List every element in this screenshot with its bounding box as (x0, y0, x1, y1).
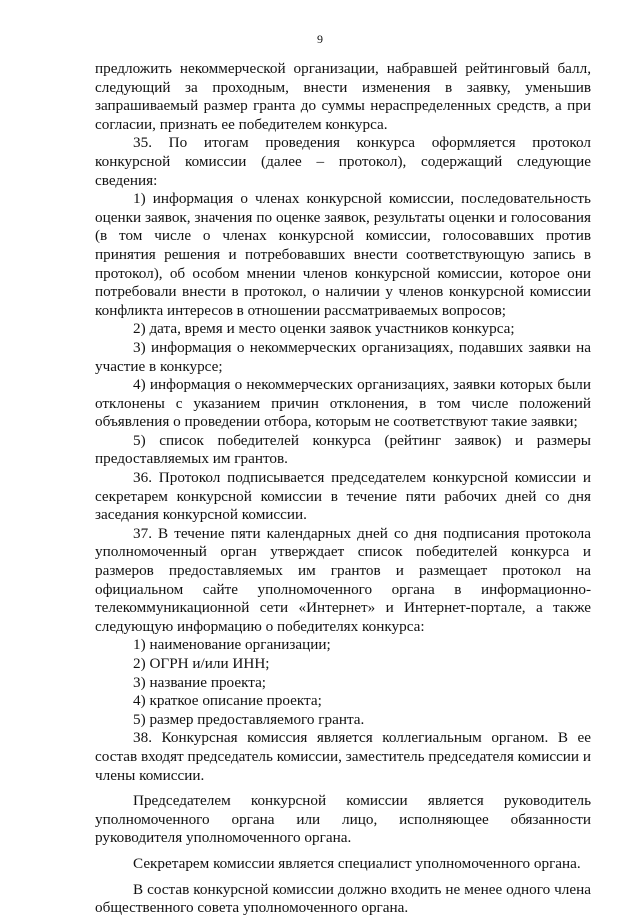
document-body (95, 60, 591, 918)
list-item-37-2: 2) ОГРН и/или ИНН; (133, 655, 270, 672)
paragraph-chairman: Председателем конкурсной комиссии является руководитель уполномоченного органа или лицо, исполняющее обязанности руководителя уполномоченного органа. (95, 792, 591, 847)
paragraph-public-council: В состав конкурсной комиссии должно входить не менее одного члена общественного совета уполномоченного органа. (95, 880, 591, 917)
list-item-35-1: 1) информация о членах конкурсной комиссии, последовательность оценки заявок, значения по оценке заявок, результаты оценки и голосования (в том числе о членах конкурсной комиссии, голосовавших против принятия решения и потребовавших внести соответствующую запись в протокол), об особом мнении членов конкурсной комиссии, которое они потребовали внести в протокол, о наличии у членов конкурсной комиссии конфликта интересов в отношении рассматриваемых вопросов; (95, 190, 591, 319)
list-item-37-1: 1) наименование организации; (133, 636, 331, 654)
paragraph-continuation: предложить некоммерческой организации, набравшей рейтинговый балл, следующий за проходным, внести изменения в заявку, уменьшив запрашиваемый размер гранта до суммы нераспределенных средств, а при согласии, признать ее победителем конкурса. (95, 60, 591, 133)
list-item-37-5: 5) размер предоставляемого гранта. (133, 710, 365, 728)
list-item-35-3: 3) информация о некоммерческих организациях, подавших заявки на участие в конкурсе; (95, 338, 591, 375)
list-item-37-4: 4) краткое описание проекта; (133, 692, 322, 710)
paragraph-secretary: Секретарем комиссии является специалист уполномоченного органа. (133, 854, 581, 872)
list-item-35-2: 2) дата, время и место оценки заявок участников конкурса; (133, 320, 515, 338)
page-number: 9 (317, 32, 323, 46)
list-item-35-4: 4) информация о некоммерческих организациях, заявки которых были отклонены с указанием причин отклонения, в том числе положений объявления о проведении отбора, которым не соответствуют такие заявки; (95, 376, 591, 431)
paragraph-38: 38. Конкурсная комиссия является коллегиальным органом. В ее состав входят председатель комиссии, заместитель председателя комиссии и члены комиссии. (95, 729, 591, 784)
list-item-37-3: 3) название проекта; (133, 673, 267, 691)
paragraph-36: 36. Протокол подписывается председателем конкурсной комиссии и секретарем конкурсной комиссии в течение пяти рабочих дней со дня заседания конкурсной комиссии. (95, 469, 591, 524)
paragraph-37: 37. В течение пяти календарных дней со дня подписания протокола уполномоченный орган утверждает список победителей конкурса и размеров предоставляемых им грантов и размещает протокол на официальном сайте уполномоченного органа в информационно-телекоммуникационной сети «Интернет» и Интернет-портале, а также следующую информацию о победителях конкурса: (95, 524, 591, 635)
list-item-35-5: 5) список победителей конкурса (рейтинг заявок) и размеры предоставляемых им грантов. (95, 431, 591, 468)
paragraph-35: 35. По итогам проведения конкурса оформляется протокол конкурсной комиссии (далее – протокол), содержащий следующие сведения: (95, 134, 591, 189)
